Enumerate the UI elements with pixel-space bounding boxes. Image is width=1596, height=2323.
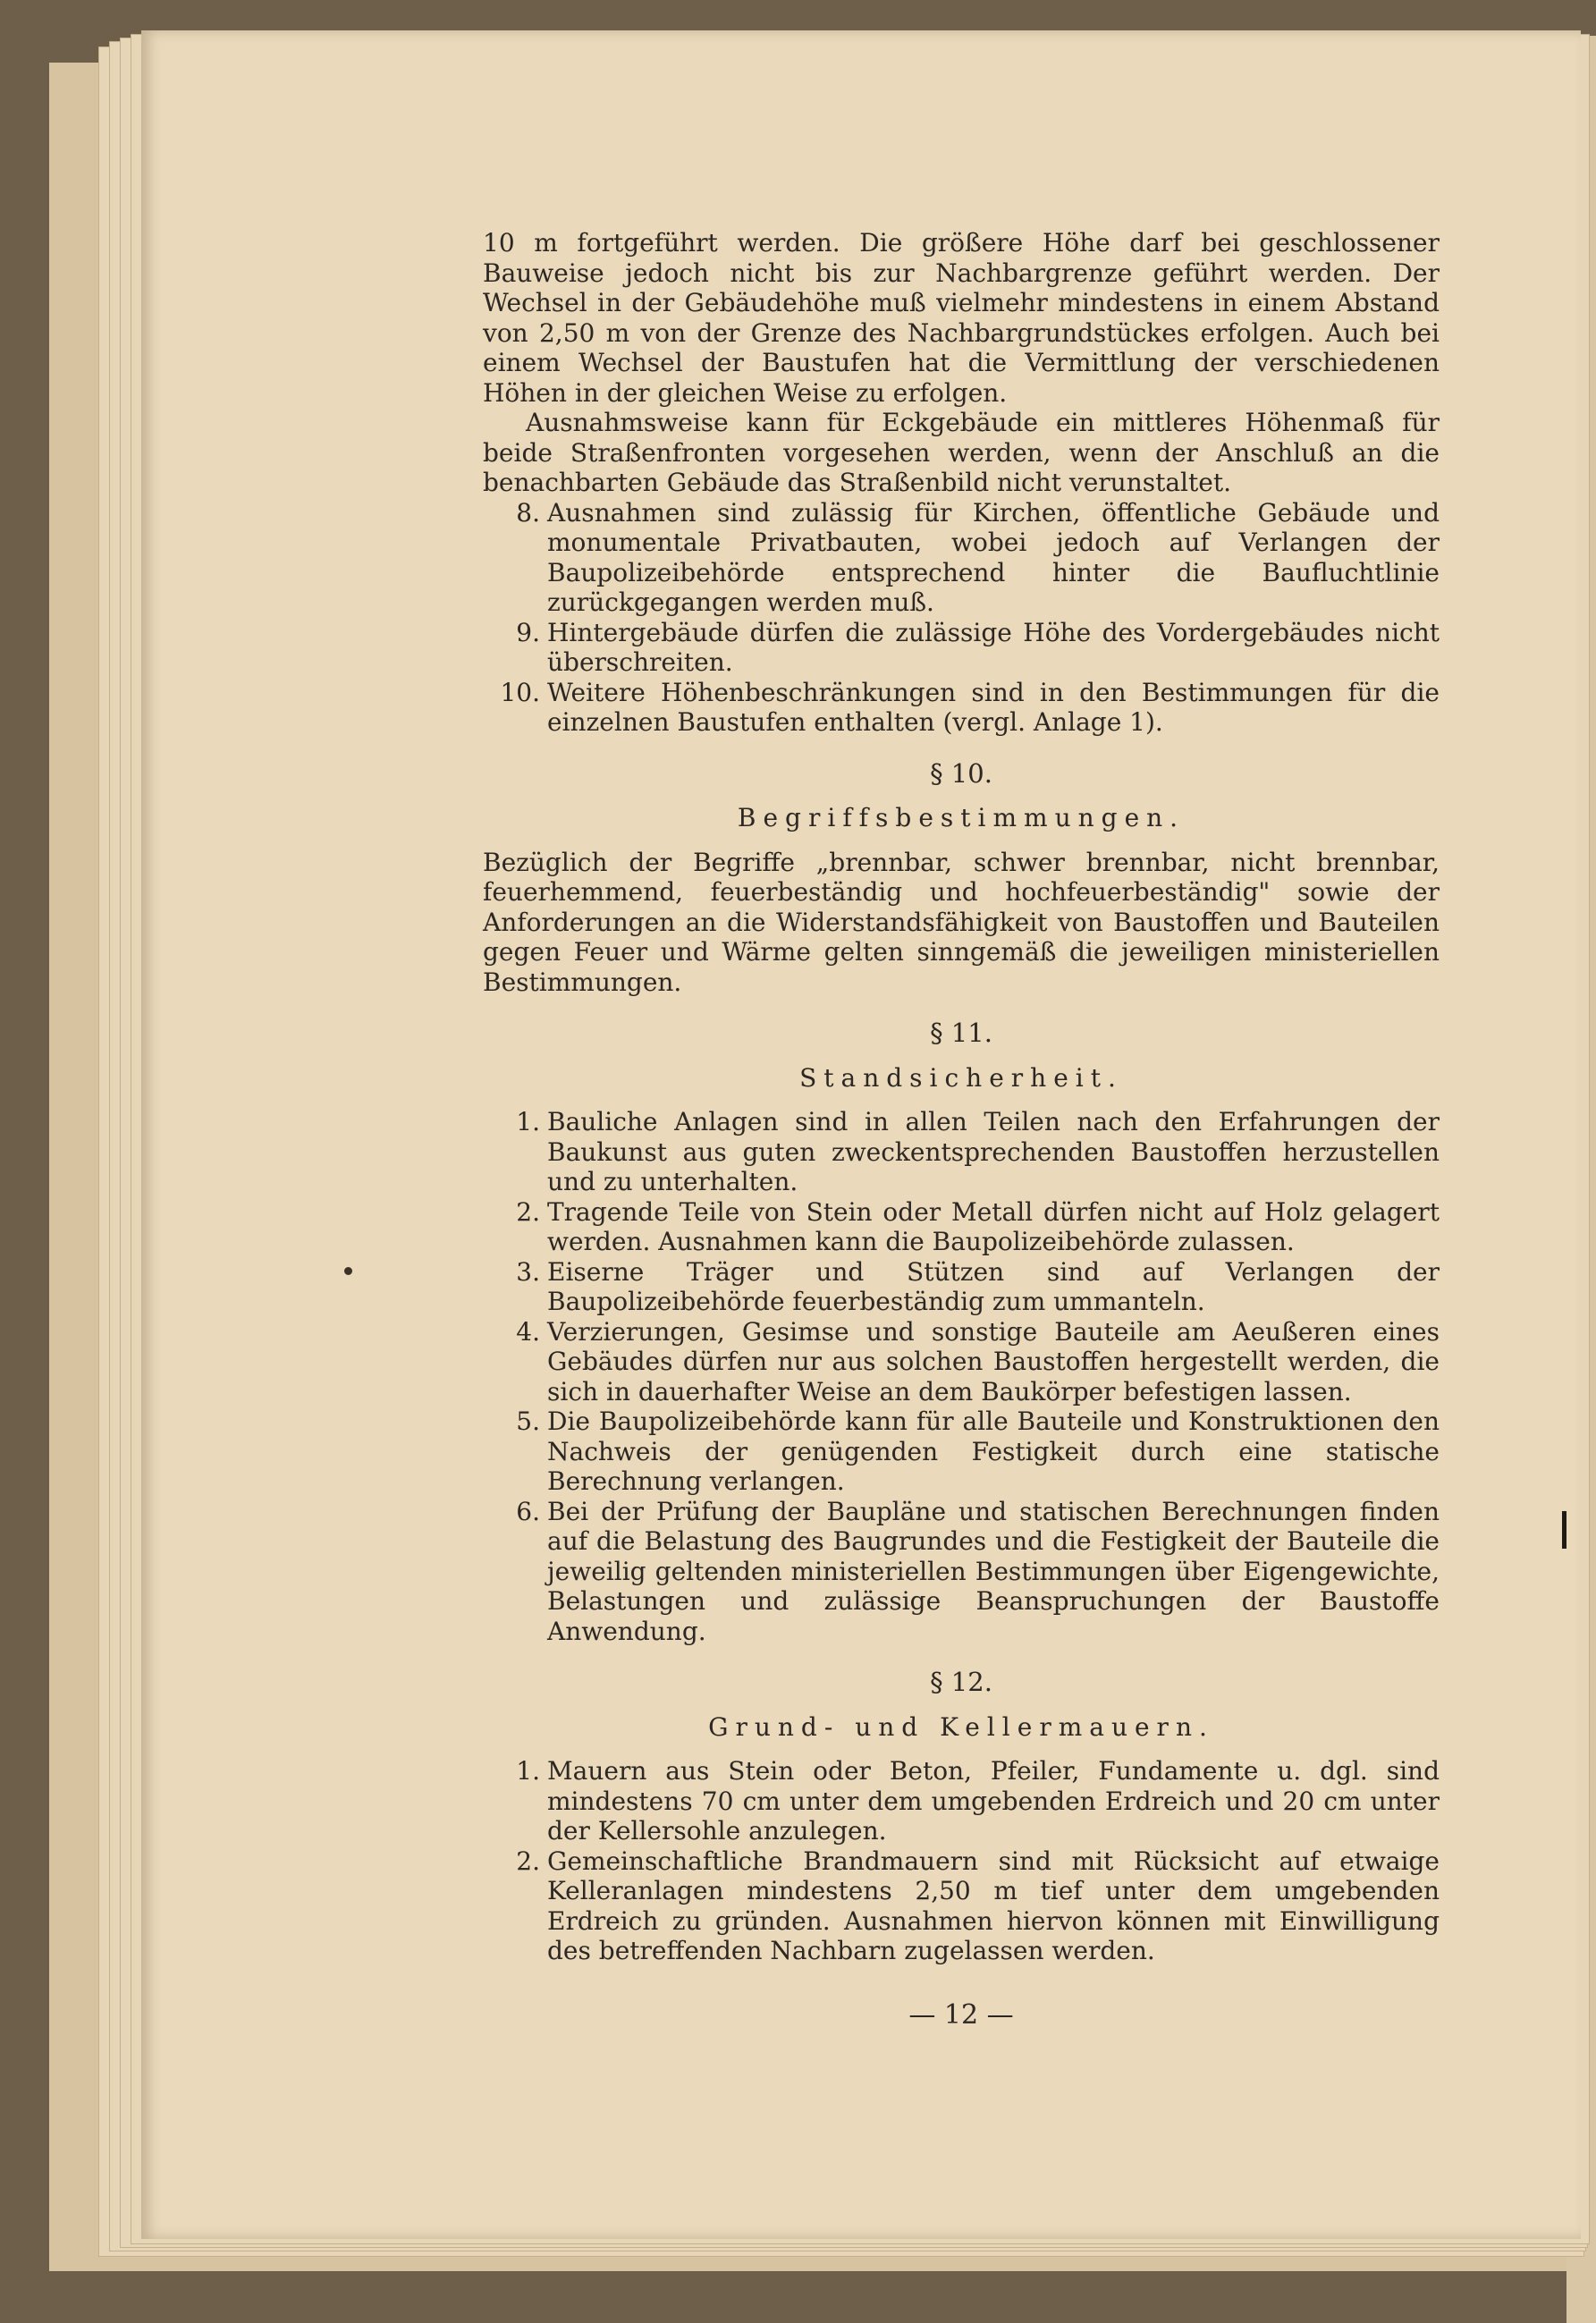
list-item [483, 1756, 1440, 1846]
list-item [483, 678, 1440, 738]
section-heading: § 10. [930, 757, 992, 789]
paragraph: Ausnahmsweise kann für Eckgebäude ein mittleres Höhenmaß für beide Straßenfronten vorgesehen werden, wenn der Anschluß an die benachbarten Gebäude das Straßenbild nicht verunstaltet. [483, 408, 1440, 497]
item-text: Gemeinschaftliche Brandmauern sind mit Rücksicht auf etwaige Kelleranlagen mindestens 2,50 m tief unter dem umgebenden Erdreich zu gründen. Ausnahmen hiervon können mit Einwilligung des betreffenden Nachbarn zugelassen werden. [547, 1846, 1440, 1965]
list-item [483, 1497, 1440, 1647]
section-text [483, 848, 1440, 998]
list-item [483, 498, 1440, 618]
item-number: 4. [516, 1316, 540, 1347]
continued-text [483, 228, 1440, 408]
page-edge-mark [1562, 1511, 1566, 1549]
item-number: 2. [516, 1846, 540, 1876]
list-item [483, 1406, 1440, 1497]
item-number: 6. [516, 1496, 540, 1526]
item-text: Die Baupolizeibehörde kann für alle Bauteile und Konstruktionen den Nachweis der genügenden Festigkeit durch eine statische Berechnung verlangen. [547, 1406, 1440, 1496]
item-number: 1. [516, 1756, 540, 1786]
item-text: Ausnahmen sind zulässig für Kirchen, öffentliche Gebäude und monumentale Privatbauten, wobei jedoch auf Verlangen der Baupolizeibehörde entsprechend hinter die Baufluchtlinie zurückgegangen werden muß. [547, 497, 1440, 617]
item-number: 10. [500, 677, 540, 707]
continued-text [483, 408, 1440, 498]
item-text: Mauern aus Stein oder Beton, Pfeiler, Fundamente u. dgl. sind mindestens 70 cm unter dem umgebenden Erdreich und 20 cm unter der Kellersohle anzulegen. [547, 1756, 1440, 1846]
item-text: Eiserne Träger und Stützen sind auf Verlangen der Baupolizeibehörde feuerbeständig zum ummanteln. [547, 1256, 1440, 1316]
section-heading: § 11. [930, 1018, 992, 1048]
list-item [483, 1317, 1440, 1407]
list-item [483, 1107, 1440, 1197]
item-text: Bauliche Anlagen sind in allen Teilen nach den Erfahrungen der Baukunst aus guten zweckentsprechenden Baustoffen herzustellen und zu unterhalten. [547, 1107, 1440, 1196]
paragraph: Bezüglich der Begriffe „brennbar, schwer brennbar, nicht brennbar, feuerhemmend, feuerbeständig und hochfeuerbeständig" sowie der Anforderungen an die Widerstandsfähigkeit von Baustoffen und Bauteilen gegen Feuer und Wärme gelten sinngemäß die jeweiligen ministeriellen Bestimmungen. [483, 847, 1440, 997]
item-text: Hintergebäude dürfen die zulässige Höhe des Vordergebäudes nicht überschreiten. [547, 617, 1440, 677]
item-text: Tragende Teile von Stein oder Metall dürfen nicht auf Holz gelagert werden. Ausnahmen kann die Baupolizeibehörde zulassen. [547, 1196, 1440, 1256]
item-number: 3. [516, 1256, 540, 1287]
section-title: Begriffsbestimmungen. [737, 803, 1186, 832]
item-number: 5. [516, 1406, 540, 1436]
item-text: Bei der Prüfung der Baupläne und statischen Berechnungen finden auf die Belastung des Baugrundes und die Festigkeit der Bauteile die jeweilig geltenden ministeriellen Bestimmungen über Eigengewichte, Belastungen und zulässige Beanspruchungen der Baustoffe Anwendung. [547, 1496, 1440, 1646]
list-item [483, 618, 1440, 678]
list-item [483, 1846, 1440, 1966]
item-text: Verzierungen, Gesimse und sonstige Bauteile am Aeußeren eines Gebäudes dürfen nur aus solchen Baustoffen hergestellt werden, die sich in dauerhafter Weise an dem Baukörper befestigen lassen. [547, 1316, 1440, 1406]
list-item [483, 1257, 1440, 1317]
list-item [483, 1197, 1440, 1257]
page-number: — 12 — [908, 1998, 1014, 2031]
item-number: 9. [516, 617, 540, 647]
item-number: 2. [516, 1196, 540, 1227]
item-number: 1. [516, 1107, 540, 1136]
page-content [483, 228, 1440, 2030]
section-title: Standsicherheit. [799, 1062, 1123, 1093]
paragraph: 10 m fortgeführt werden. Die größere Höhe darf bei geschlossener Bauweise jedoch nicht bis zur Nachbargrenze geführt werden. Der Wechsel in der Gebäudehöhe muß vielmehr mindestens in einem Abstand von 2,50 m von der Grenze des Nachbargrundstückes erfolgen. Auch bei einem Wechsel der Baustufen hat die Vermittlung der verschiedenen Höhen in der gleichen Weise zu erfolgen. [483, 228, 1440, 408]
item-text: Weitere Höhenbeschränkungen sind in den Bestimmungen für die einzelnen Baustufen enthalten (vergl. Anlage 1). [547, 677, 1440, 737]
section-title: Grund- und Kellermauern. [708, 1711, 1214, 1742]
ink-dot [344, 1267, 352, 1275]
section-heading: § 12. [930, 1667, 992, 1697]
item-number: 8. [516, 497, 540, 528]
